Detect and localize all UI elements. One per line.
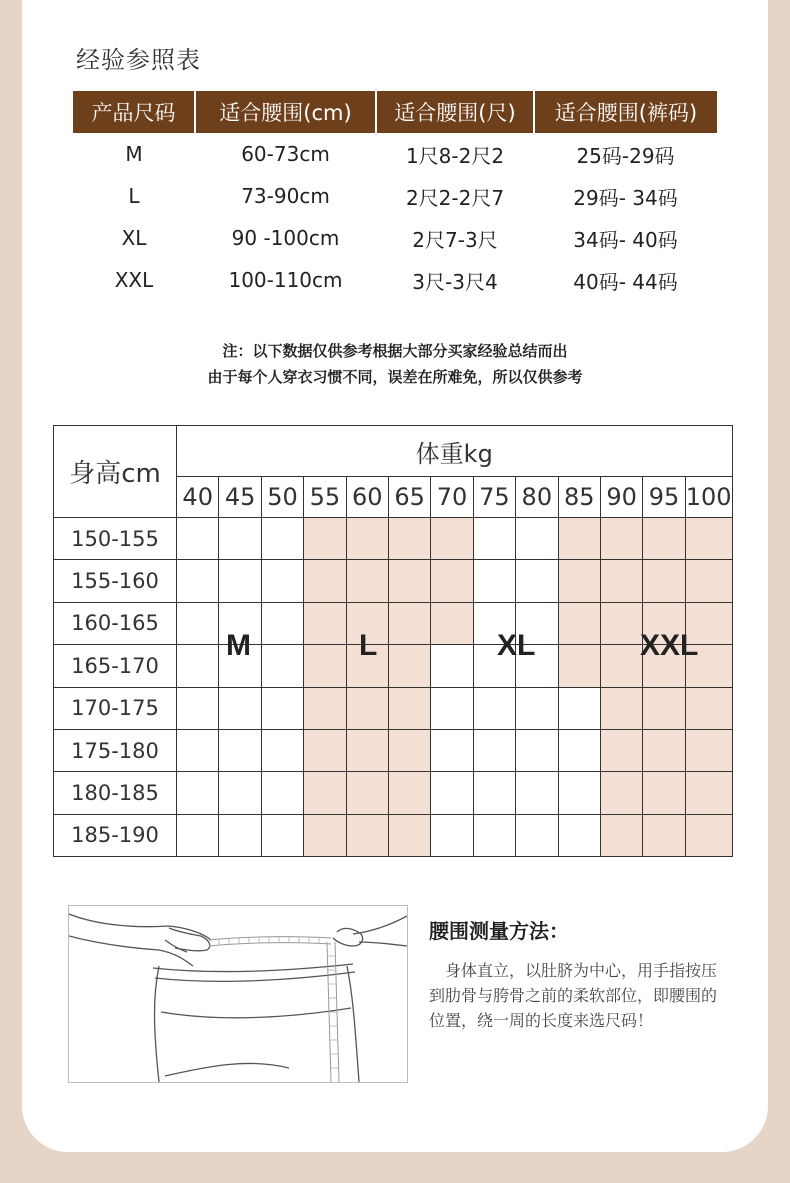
grid-cell (219, 518, 261, 560)
weight-value: 90 (600, 477, 642, 518)
grid-cell (473, 687, 515, 729)
height-value: 165-170 (54, 645, 177, 687)
grid-cell (558, 645, 600, 687)
weight-axis-label: 体重kg (177, 426, 733, 477)
cell-waist-cm: 100-110cm (228, 268, 343, 292)
weight-value: 80 (516, 477, 558, 518)
weight-value: 60 (346, 477, 388, 518)
grid-cell (346, 518, 388, 560)
grid-cell (304, 518, 346, 560)
grid-cell (346, 772, 388, 814)
cell-waist-chi: 1尺8-2尺2 (405, 143, 505, 168)
grid-cell (516, 518, 558, 560)
height-value: 185-190 (54, 814, 177, 856)
waist-measure-illustration (68, 905, 408, 1083)
grid-cell (304, 602, 346, 644)
grid-cell (261, 814, 303, 856)
grid-cell (304, 814, 346, 856)
grid-cell (261, 772, 303, 814)
height-value: 160-165 (54, 602, 177, 644)
grid-cell (473, 814, 515, 856)
cell-waist-chi: 2尺2-2尺7 (405, 185, 505, 210)
grid-cell (600, 687, 642, 729)
height-row (54, 645, 733, 687)
height-row (54, 687, 733, 729)
weight-value: 40 (177, 477, 219, 518)
grid-cell (643, 729, 685, 771)
cell-waist-pants-size: 29码- 34码 (573, 185, 678, 210)
weight-value: 70 (431, 477, 473, 518)
weight-value: 100 (685, 477, 732, 518)
grid-cell (600, 518, 642, 560)
grid-cell (558, 560, 600, 602)
height-row (54, 814, 733, 856)
grid-cell (219, 687, 261, 729)
grid-cell (516, 814, 558, 856)
grid-cell (304, 560, 346, 602)
size-mark-l: L (359, 629, 378, 662)
weight-value: 75 (473, 477, 515, 518)
grid-cell (346, 729, 388, 771)
height-row (54, 602, 733, 644)
size-table-header (73, 91, 717, 133)
cell-waist-pants-size: 40码- 44码 (573, 269, 678, 294)
cell-waist-cm: 73-90cm (241, 184, 330, 208)
grid-cell (261, 560, 303, 602)
grid-cell (219, 560, 261, 602)
grid-cell (431, 602, 473, 644)
page-title: 经验参照表 (76, 46, 201, 74)
grid-cell (261, 729, 303, 771)
grid-cell (643, 687, 685, 729)
header-waist-chi: 适合腰围(尺) (376, 91, 534, 133)
grid-cell (431, 729, 473, 771)
grid-cell (473, 518, 515, 560)
height-weight-chart (53, 425, 737, 858)
grid-cell (346, 814, 388, 856)
grid-cell (685, 772, 732, 814)
grid-cell (431, 645, 473, 687)
weight-value: 55 (304, 477, 346, 518)
size-mark-xxl: XXL (640, 629, 699, 662)
measure-instructions: 身体直立，以肚脐为中心，用手指按压到肋骨与胯骨之前的柔软部位，即腰围的位置，绕一周的长度来选尺码！ (429, 961, 718, 1030)
cell-waist-chi: 3尺-3尺4 (412, 269, 498, 294)
grid-cell (177, 560, 219, 602)
grid-cell (516, 729, 558, 771)
weight-value: 95 (643, 477, 685, 518)
note-line-2: 由于每个人穿衣习惯不同，误差在所难免，所以仅供参考 (207, 368, 583, 386)
grid-cell (304, 645, 346, 687)
grid-cell (261, 645, 303, 687)
grid-cell (431, 687, 473, 729)
grid-cell (643, 560, 685, 602)
grid-cell (643, 772, 685, 814)
grid-cell (473, 729, 515, 771)
grid-cell (177, 602, 219, 644)
size-row-xxl (73, 259, 717, 301)
grid-cell (473, 772, 515, 814)
grid-cell (431, 814, 473, 856)
cell-size: XXL (114, 268, 154, 292)
grid-cell (346, 687, 388, 729)
grid-cell (304, 772, 346, 814)
height-value: 155-160 (54, 560, 177, 602)
grid-cell (388, 814, 430, 856)
size-reference-table (73, 91, 717, 301)
cell-waist-cm: 90 -100cm (231, 226, 340, 250)
grid-cell (558, 772, 600, 814)
height-row (54, 729, 733, 771)
grid-cell (388, 560, 430, 602)
grid-cell (177, 687, 219, 729)
grid-cell (304, 729, 346, 771)
waist-measure-drawing (69, 906, 407, 1082)
height-value: 175-180 (54, 729, 177, 771)
grid-cell (388, 729, 430, 771)
cell-waist-pants-size: 34码- 40码 (573, 227, 678, 252)
cell-size: XL (121, 226, 147, 250)
height-row (54, 518, 733, 560)
grid-cell (558, 518, 600, 560)
grid-cell (431, 772, 473, 814)
grid-cell (388, 645, 430, 687)
cell-waist-chi: 2尺7-3尺 (412, 227, 498, 252)
grid-cell (685, 518, 732, 560)
grid-cell (219, 814, 261, 856)
grid-cell (685, 560, 732, 602)
grid-cell (177, 729, 219, 771)
grid-cell (558, 729, 600, 771)
note-line-1: 注：以下数据仅供参考根据大部分买家经验总结而出 (222, 342, 568, 360)
grid-cell (388, 687, 430, 729)
grid-cell (685, 687, 732, 729)
height-value: 170-175 (54, 687, 177, 729)
height-axis-label: 身高cm (54, 426, 177, 518)
grid-cell (261, 518, 303, 560)
weight-value: 85 (558, 477, 600, 518)
weight-value: 45 (219, 477, 261, 518)
height-value: 150-155 (54, 518, 177, 560)
grid-cell (388, 772, 430, 814)
grid-cell (558, 602, 600, 644)
weight-value: 50 (261, 477, 303, 518)
grid-cell (558, 687, 600, 729)
grid-cell (516, 772, 558, 814)
size-row-m (73, 133, 717, 175)
grid-cell (600, 645, 642, 687)
grid-cell (600, 814, 642, 856)
grid-cell (261, 687, 303, 729)
height-weight-grid (53, 425, 733, 857)
grid-cell (600, 772, 642, 814)
grid-cell (431, 560, 473, 602)
grid-cell (643, 814, 685, 856)
size-mark-xl: XL (497, 629, 536, 662)
grid-cell (685, 814, 732, 856)
grid-cell (558, 814, 600, 856)
grid-cell (600, 729, 642, 771)
header-size: 产品尺码 (73, 91, 195, 133)
height-row (54, 560, 733, 602)
size-row-xl (73, 217, 717, 259)
grid-cell (261, 602, 303, 644)
grid-cell (516, 687, 558, 729)
grid-cell (177, 645, 219, 687)
grid-cell (600, 560, 642, 602)
header-waist-pants-size: 适合腰围(裤码) (534, 91, 717, 133)
height-row (54, 772, 733, 814)
grid-cell (177, 772, 219, 814)
grid-cell (600, 602, 642, 644)
grid-cell (431, 518, 473, 560)
grid-cell (473, 560, 515, 602)
size-mark-m: M (226, 629, 251, 662)
grid-cell (685, 729, 732, 771)
grid-cell (304, 687, 346, 729)
grid-header-row (54, 426, 733, 477)
cell-size: L (128, 184, 140, 208)
grid-cell (177, 518, 219, 560)
grid-cell (643, 518, 685, 560)
grid-cell (219, 772, 261, 814)
grid-cell (219, 729, 261, 771)
grid-cell (516, 560, 558, 602)
cell-size: M (125, 142, 143, 166)
size-row-l (73, 175, 717, 217)
cell-waist-cm: 60-73cm (241, 142, 330, 166)
grid-cell (388, 602, 430, 644)
weight-value: 65 (388, 477, 430, 518)
grid-cell (177, 814, 219, 856)
grid-cell (388, 518, 430, 560)
grid-cell (346, 560, 388, 602)
cell-waist-pants-size: 25码-29码 (576, 143, 675, 168)
header-waist-cm: 适合腰围(cm) (195, 91, 376, 133)
height-value: 180-185 (54, 772, 177, 814)
measure-title: 腰围测量方法： (429, 919, 569, 943)
